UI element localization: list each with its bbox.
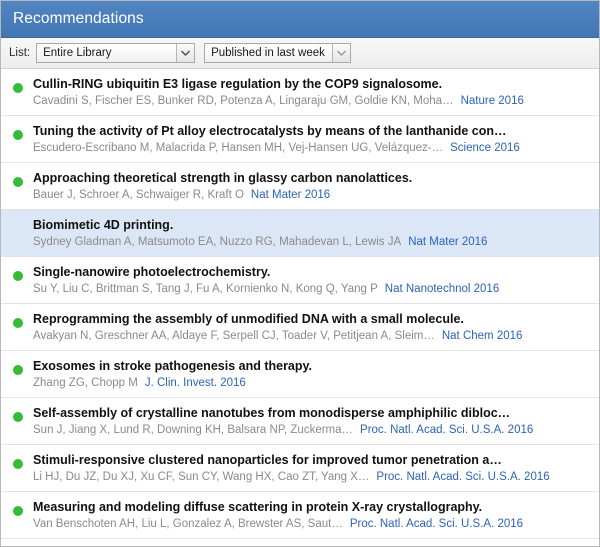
chevron-down-icon[interactable]: [332, 44, 350, 62]
list-item[interactable]: [1, 539, 599, 546]
article-authors: Su Y, Liu C, Brittman S, Tang J, Fu A, Kornienko N, Kong Q, Yang P: [33, 283, 378, 295]
recommendations-list[interactable]: [1, 69, 599, 546]
unread-status-dot: [13, 177, 23, 187]
unread-status-dot: [13, 318, 23, 328]
article-journal[interactable]: Nat Nanotechnol 2016: [384, 283, 500, 295]
unread-status-dot: [13, 412, 23, 422]
article-journal[interactable]: Nat Mater 2016: [250, 189, 331, 201]
unread-status-dot: [13, 459, 23, 469]
article-meta: [33, 423, 591, 438]
list-item[interactable]: [1, 351, 599, 398]
window-titlebar: [1, 1, 599, 38]
unread-status-dot: [13, 506, 23, 516]
article-journal[interactable]: Science 2016: [450, 142, 520, 154]
article-meta: [33, 329, 591, 344]
article-journal[interactable]: Nat Mater 2016: [408, 236, 488, 248]
article-journal[interactable]: J. Clin. Invest. 2016: [144, 377, 246, 389]
list-item[interactable]: [1, 492, 599, 539]
list-label: List:: [9, 47, 31, 59]
article-journal[interactable]: Proc. Natl. Acad. Sci. U.S.A. 2016: [360, 424, 534, 436]
article-meta: [33, 94, 591, 109]
library-list-select-value: Entire Library: [43, 47, 112, 59]
unread-status-dot: [13, 271, 23, 281]
list-item[interactable]: [1, 163, 599, 210]
article-meta: [33, 376, 591, 391]
article-meta: [33, 282, 591, 297]
article-authors: Sun J, Jiang X, Lund R, Downing KH, Balsara NP, Zuckerma…: [33, 424, 354, 436]
article-journal[interactable]: Proc. Natl. Acad. Sci. U.S.A. 2016: [376, 471, 550, 483]
published-period-select[interactable]: [204, 43, 351, 63]
article-title: Tuning the activity of Pt alloy electrocatalysts by means of the lanthanide con…: [33, 124, 507, 138]
library-list-select[interactable]: [36, 43, 195, 63]
unread-status-dot: [13, 130, 23, 140]
article-meta: [33, 235, 591, 250]
list-item[interactable]: [1, 304, 599, 351]
article-meta: [33, 188, 591, 203]
article-journal[interactable]: Proc. Natl. Acad. Sci. U.S.A. 2016: [349, 518, 524, 530]
article-title: Self-assembly of crystalline nanotubes from monodisperse amphiphilic dibloc…: [33, 406, 511, 420]
article-authors: Li HJ, Du JZ, Du XJ, Xu CF, Sun CY, Wang HX, Cao ZT, Yang X…: [33, 471, 370, 483]
article-title: Measuring and modeling diffuse scattering in protein X-ray crystallography.: [33, 500, 483, 514]
list-item[interactable]: [1, 398, 599, 445]
page-title: Recommendations: [13, 10, 144, 27]
article-title: Cullin-RING ubiquitin E3 ligase regulation by the COP9 signalosome.: [33, 77, 443, 91]
article-authors: Escudero-Escribano M, Malacrida P, Hansen MH, Vej-Hansen UG, Velázquez-…: [33, 142, 444, 154]
article-authors: Cavadini S, Fischer ES, Bunker RD, Potenza A, Lingaraju GM, Goldie KN, Moha…: [33, 95, 454, 107]
list-item[interactable]: [1, 445, 599, 492]
article-journal[interactable]: Nat Chem 2016: [441, 330, 523, 342]
unread-status-dot: [13, 365, 23, 375]
article-title: Stimuli-responsive clustered nanoparticles for improved tumor penetration a…: [33, 453, 502, 467]
article-authors: Bauer J, Schroer A, Schwaiger R, Kraft O: [33, 189, 244, 201]
list-item[interactable]: [1, 69, 599, 116]
filter-toolbar: [1, 38, 599, 69]
article-journal[interactable]: Nature 2016: [460, 95, 524, 107]
article-authors: Zhang ZG, Chopp M: [33, 377, 138, 389]
article-title: Approaching theoretical strength in glassy carbon nanolattices.: [33, 171, 413, 185]
article-authors: Van Benschoten AH, Liu L, Gonzalez A, Brewster AS, Saut…: [33, 518, 343, 530]
published-period-select-value: Published in last week: [211, 47, 325, 59]
list-item-selected[interactable]: [1, 210, 599, 257]
article-title: Biomimetic 4D printing.: [33, 218, 174, 232]
unread-status-dot: [13, 83, 23, 93]
article-title: Single-nanowire photoelectrochemistry.: [33, 265, 271, 279]
chevron-down-icon[interactable]: [176, 44, 194, 62]
article-authors: Avakyan N, Greschner AA, Aldaye F, Serpell CJ, Toader V, Petitjean A, Sleim…: [33, 330, 435, 342]
article-meta: [33, 470, 591, 485]
article-title: Reprogramming the assembly of unmodified DNA with a small molecule.: [33, 312, 464, 326]
list-item[interactable]: [1, 116, 599, 163]
list-item[interactable]: [1, 257, 599, 304]
article-meta: [33, 517, 591, 532]
article-title: Exosomes in stroke pathogenesis and therapy.: [33, 359, 313, 373]
article-authors: Sydney Gladman A, Matsumoto EA, Nuzzo RG, Mahadevan L, Lewis JA: [33, 236, 402, 248]
article-meta: [33, 141, 591, 156]
